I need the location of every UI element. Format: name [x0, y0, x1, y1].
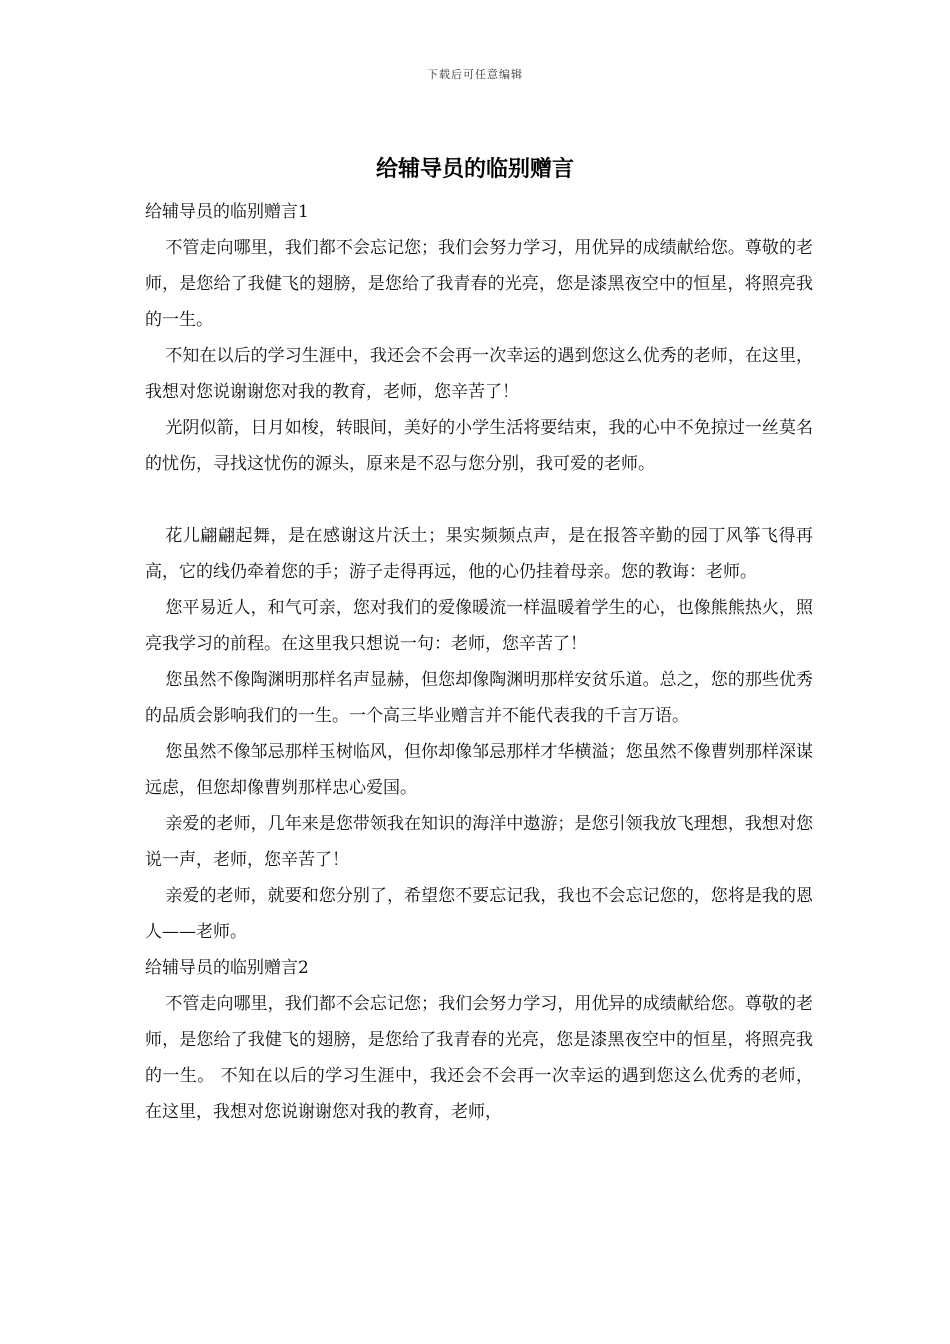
paragraph: 花儿翩翩起舞，是在感谢这片沃土；果实频频点声，是在报答辛勤的园丁风筝飞得再高，它的线仍牵着您的手；游子走得再远，他的心仍挂着母亲。您的教诲：老师。	[145, 526, 813, 582]
paragraph: 不管走向哪里，我们都不会忘记您；我们会努力学习，用优异的成绩献给您。尊敬的老师，是您给了我健飞的翅膀，是您给了我青春的光亮，您是漆黑夜空中的恒星，将照亮我的一生。	[145, 238, 813, 330]
blank-line	[145, 482, 813, 518]
paragraph: 亲爱的老师，几年来是您带领我在知识的海洋中遨游；是您引领我放飞理想，我想对您说一声，老师，您辛苦了！	[145, 814, 813, 870]
paragraph: 您虽然不像陶渊明那样名声显赫，但您却像陶渊明那样安贫乐道。总之，您的那些优秀的品质会影响我们的一生。一个高三毕业赠言并不能代表我的千言万语。	[145, 670, 813, 726]
document-body	[145, 194, 813, 1130]
paragraph: 不管走向哪里，我们都不会忘记您；我们会努力学习，用优异的成绩献给您。尊敬的老师，是您给了我健飞的翅膀，是您给了我青春的光亮，您是漆黑夜空中的恒星，将照亮我的一生。 不知在以后的学习生涯中，我还会不会再一次幸运的遇到您这么优秀的老师，在这里，我想对您说谢谢您对我的教育，老师，	[145, 994, 813, 1122]
paragraph: 亲爱的老师，就要和您分别了，希望您不要忘记我，我也不会忘记您的，您将是我的恩人——老师。	[145, 886, 813, 942]
paragraph: 您平易近人，和气可亲，您对我们的爱像暖流一样温暖着学生的心，也像熊熊热火，照亮我学习的前程。在这里我只想说一句：老师，您辛苦了！	[145, 598, 813, 654]
header-note: 下载后可任意编辑	[427, 68, 523, 81]
paragraph: 光阴似箭，日月如梭，转眼间，美好的小学生活将要结束，我的心中不免掠过一丝莫名的忧伤，寻找这忧伤的源头，原来是不忍与您分别，我可爱的老师。	[145, 418, 813, 474]
paragraph: 您虽然不像邹忌那样玉树临风，但你却像邹忌那样才华横溢；您虽然不像曹刿那样深谋远虑，但您却像曹刿那样忠心爱国。	[145, 742, 813, 798]
paragraph: 不知在以后的学习生涯中，我还会不会再一次幸运的遇到您这么优秀的老师，在这里，我想对您说谢谢您对我的教育，老师，您辛苦了！	[145, 346, 813, 402]
document-title: 给辅导员的临别赠言	[375, 157, 574, 182]
section-heading: 给辅导员的临别赠言2	[145, 958, 309, 978]
section-heading: 给辅导员的临别赠言1	[145, 202, 309, 222]
